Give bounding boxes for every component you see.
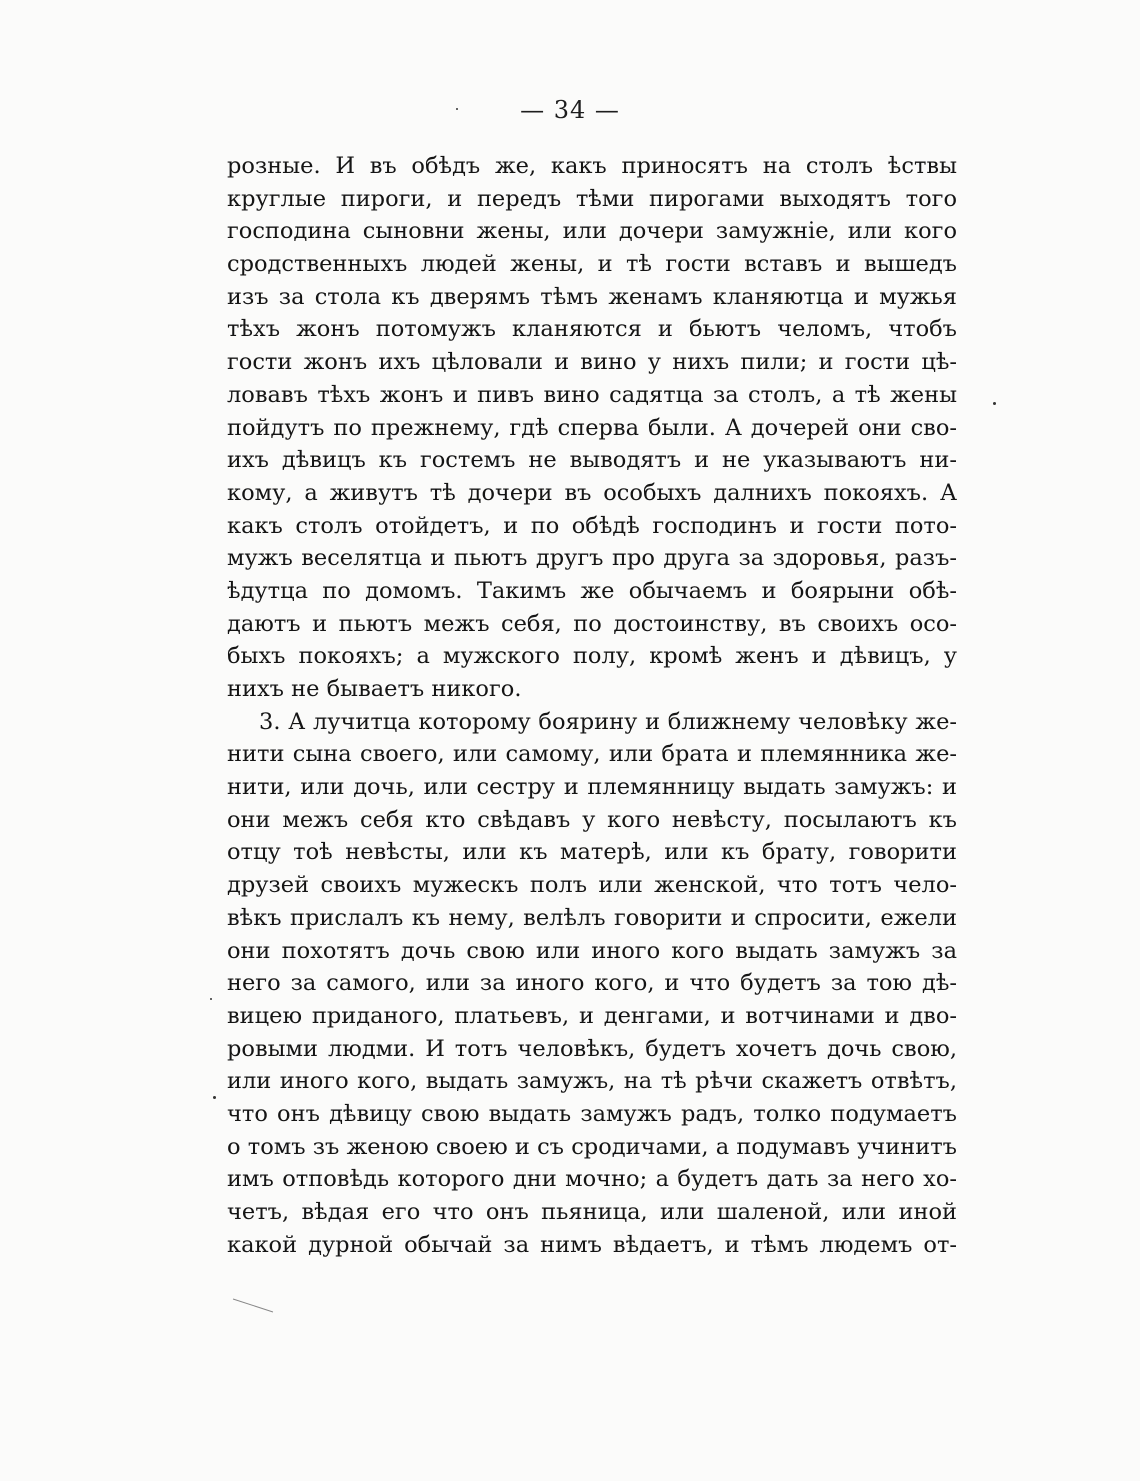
- text-line: быхъ покояхъ; а мужского полу, кромѣ женъ и дѣвицъ, у: [227, 643, 957, 670]
- scan-speck: [210, 998, 212, 1000]
- text-line: даютъ и пьютъ межъ себя, по достоинству, въ своихъ осо-: [227, 610, 957, 637]
- text-line: гости жонъ ихъ цѣловали и вино у нихъ пили; и гости цѣ-: [227, 349, 957, 376]
- paragraph-end-line: нихъ не бываетъ никого.: [227, 676, 522, 702]
- scan-speck: [993, 402, 996, 405]
- text-line: нити сына своего, или самому, или брата и племянника же-: [227, 741, 957, 768]
- text-line: ѣдутца по домомъ. Такимъ же обычаемъ и боярыни обѣ-: [227, 577, 957, 604]
- text-line: вицею приданого, платьевъ, и денгами, и вотчинами и дво-: [227, 1002, 957, 1029]
- text-line: имъ отповѣдь которого дни мочно; а будетъ дать за него хо-: [227, 1166, 957, 1193]
- text-line: круглые пироги, и передъ тѣми пирогами выходятъ того: [227, 185, 957, 212]
- text-line: о томъ зъ женою своею и съ сродичами, а подумавъ учинитъ: [227, 1133, 957, 1160]
- text-line: кому, а живутъ тѣ дочери въ особыхъ далнихъ покояхъ. А: [227, 479, 957, 506]
- scan-speck: [456, 108, 458, 110]
- text-line: мужъ веселятца и пьютъ другъ про друга за здоровья, разъ-: [227, 545, 957, 572]
- scan-speck: [213, 1096, 216, 1099]
- text-line: пойдутъ по прежнему, гдѣ сперва были. А дочерей они сво-: [227, 414, 957, 441]
- text-line: они похотятъ дочь свою или иного кого выдать замужъ за: [227, 937, 957, 964]
- text-line: или иного кого, выдать замужъ, на тѣ рѣчи скажетъ отвѣтъ,: [227, 1068, 957, 1095]
- text-line: вѣкъ прислалъ къ нему, велѣлъ говорити и спросити, ежели: [227, 904, 957, 931]
- text-line: тѣхъ жонъ потомужъ кланяются и бьютъ челомъ, чтобъ: [227, 316, 957, 343]
- scan-scratch: [233, 1299, 273, 1313]
- text-line: него за самого, или за иного кого, и что будетъ за тою дѣ-: [227, 970, 957, 997]
- text-line: господина сыновни жены, или дочери замужніе, или кого: [227, 218, 957, 245]
- text-line: нити, или дочь, или сестру и племянницу выдать замужъ: и: [227, 774, 957, 801]
- text-line: сродственныхъ людей жены, и тѣ гости вставъ и вышедъ: [227, 251, 957, 278]
- text-line: ихъ дѣвицъ къ гостемъ не выводятъ и не указываютъ ни-: [227, 447, 957, 474]
- text-line: друзей своихъ мужескъ полъ или женской, что тотъ чело-: [227, 872, 957, 899]
- paragraph-start-line: 3. А лучитца которому боярину и ближнему человѣку же-: [259, 708, 957, 735]
- body-text: [227, 150, 957, 1261]
- text-line: ровыми людми. И тотъ человѣкъ, будетъ хочетъ дочь свою,: [227, 1035, 957, 1062]
- text-line: отцу тоѣ невѣсты, или къ матерѣ, или къ брату, говорити: [227, 839, 957, 866]
- text-line: какой дурной обычай за нимъ вѣдаетъ, и тѣмъ людемъ от-: [227, 1231, 957, 1258]
- page-number: — 34 —: [520, 96, 620, 124]
- text-line: розные. И въ обѣдъ же, какъ приносятъ на столъ ѣствы: [227, 153, 957, 179]
- text-line: они межъ себя кто свѣдавъ у кого невѣсту, посылаютъ къ: [227, 806, 957, 833]
- text-line: четъ, вѣдая его что онъ пьяница, или шаленой, или иной: [227, 1199, 957, 1225]
- text-line: какъ столъ отойдетъ, и по обѣдѣ господинъ и гости пото-: [227, 512, 957, 539]
- text-line: ловавъ тѣхъ жонъ и пивъ вино садятца за столъ, а тѣ жены: [227, 381, 957, 408]
- text-line: изъ за стола къ дверямъ тѣмъ женамъ кланяютца и мужья: [227, 283, 957, 310]
- text-line: что онъ дѣвицу свою выдать замужъ радъ, толко подумаетъ: [227, 1100, 957, 1127]
